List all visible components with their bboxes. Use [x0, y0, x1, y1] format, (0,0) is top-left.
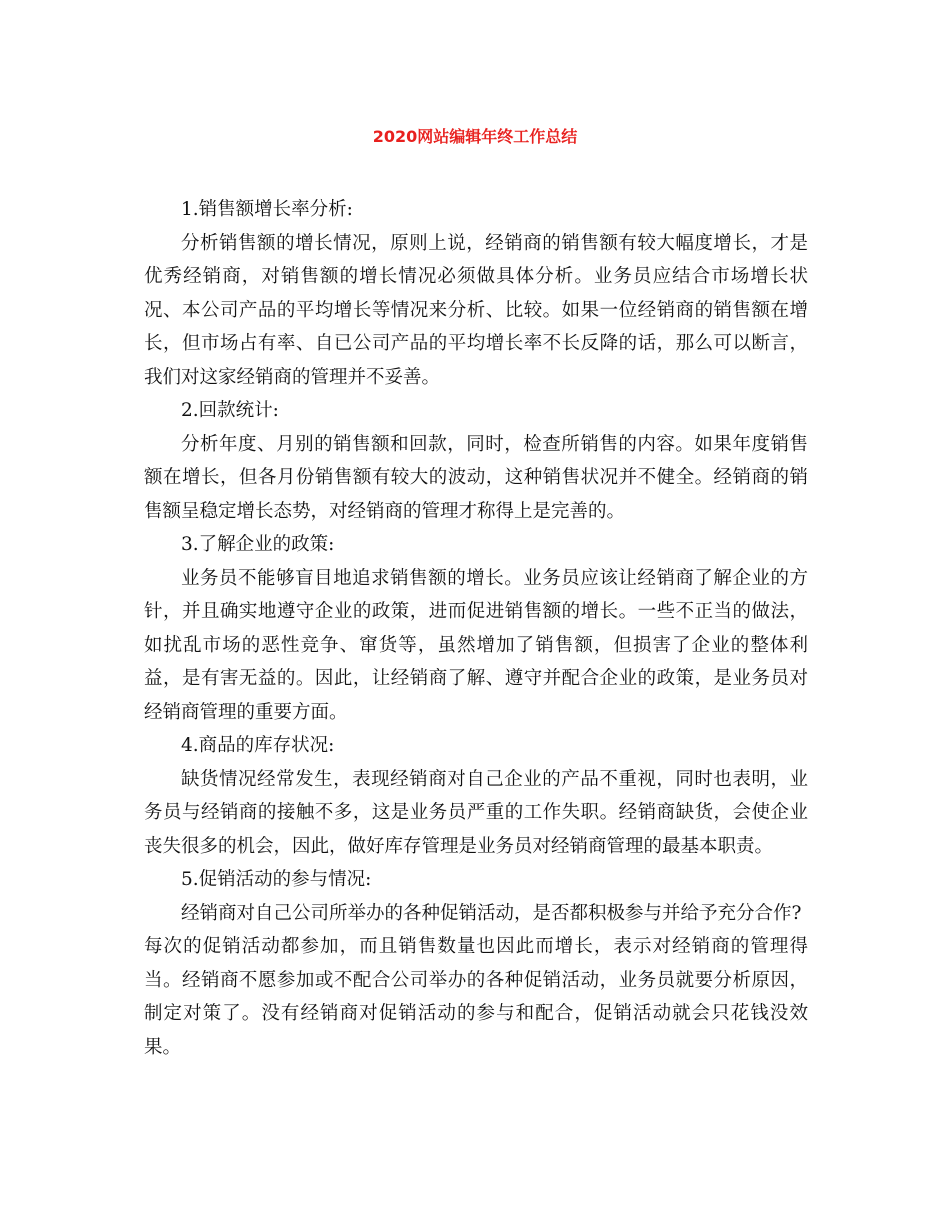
section-paragraph-5: 经销商对自己公司所举办的各种促销活动，是否都积极参与并给予充分合作? — [181, 902, 802, 924]
section-heading-4: 4.商品的库存状况: — [181, 735, 335, 756]
section-paragraph-2: 分析年度、月别的销售额和回款，同时，检查所销售的内容。如果年度销售额在增长，但各月份销售额有较大的波动，这种销售状况并不健全。经销商的销售额呈稳定增长态势，对经销商的管理才称得上是完善的。 — [144, 433, 808, 522]
section-paragraph-4: 缺货情况经常发生，表现经销商对自己企业的产品不重视，同时也表明，业务员与经销商的接触不多，这是业务员严重的工作失职。经销商缺货，会使企业丧失很多的机会，因此，做好库存管理是业务员对经销商管理的最基本职责。 — [144, 768, 808, 857]
section-paragraph-1: 分析销售额的增长情况，原则上说，经销商的销售额有较大幅度增长，才是优秀经销商，对销售额的增长情况必须做具体分析。业务员应结合市场增长状况、本公司产品的平均增长等情况来分析、比较。如果一位经销商的销售额在增长，但市场占有率、自已公司产品的平均增长率不长反降的话，那么可以断言，我们对这家经销商的管理并不妥善。 — [144, 232, 808, 388]
section-heading-3: 3.了解企业的政策: — [181, 534, 335, 555]
section-heading-2: 2.回款统计: — [181, 400, 279, 421]
document-body — [144, 193, 808, 1064]
document-title: 2020网站编辑年终工作总结 — [372, 127, 578, 146]
section-paragraph-3: 业务员不能够盲目地追求销售额的增长。业务员应该让经销商了解企业的方针，并且确实地遵守企业的政策，进而促进销售额的增长。一些不正当的做法，如扰乱市场的恶性竞争、窜货等，虽然增加了销售额，但损害了企业的整体利益，是有害无益的。因此，让经销商了解、遵守并配合企业的政策，是业务员对经销商管理的重要方面。 — [144, 567, 808, 723]
section-paragraph-5-continued: 每次的促销活动都参加，而且销售数量也因此而增长，表示对经销商的管理得当。经销商不愿参加或不配合公司举办的各种促销活动，业务员就要分析原因，制定对策了。没有经销商对促销活动的参与和配合，促销活动就会只花钱没效果。 — [144, 936, 808, 1058]
section-heading-1: 1.销售额增长率分析: — [181, 199, 353, 220]
section-heading-5: 5.促销活动的参与情况: — [181, 869, 372, 890]
